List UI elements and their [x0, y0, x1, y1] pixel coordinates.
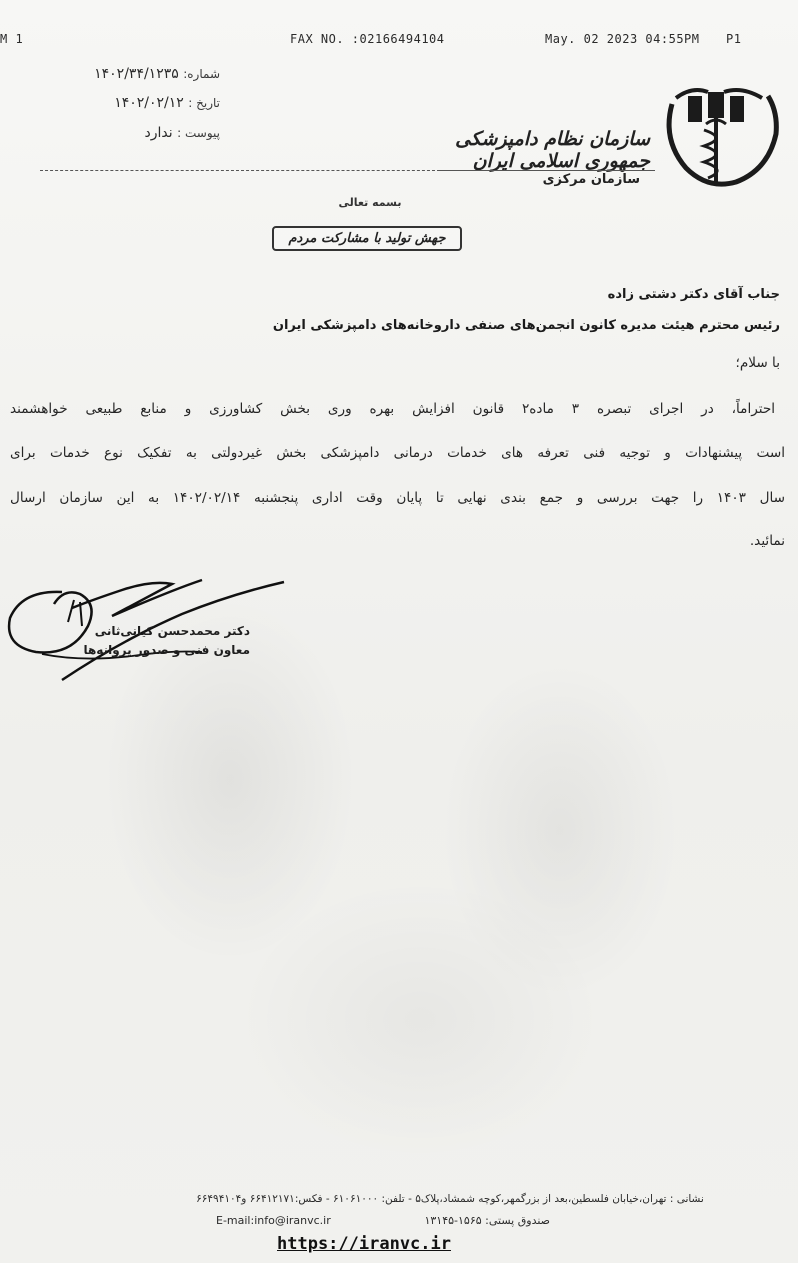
year-motto-stamp: جهش تولید با مشارکت مردم: [272, 226, 462, 251]
letter-number-row: [40, 66, 220, 82]
body-line-2: است پیشنهادات و توجیه فنی تعرفه های خدمات درمانی دامپزشکی بخش غیردولتی به تفکیک نوع خدمات برای: [10, 445, 785, 461]
footer-email: E-mail:info@iranvc.ir: [216, 1214, 331, 1227]
letter-date-label: تاریخ :: [188, 96, 220, 110]
letter-number-value: ۱۴۰۲/۳۴/۱۲۳۵: [94, 66, 179, 82]
signatory-title: معاون فنی و صدور پروانه‌ها: [83, 643, 250, 657]
header-divider-right: [440, 170, 655, 171]
footer-postal-box: صندوق پستی: ۱۵۶۵-۱۳۱۴۵: [424, 1214, 550, 1227]
letter-date-row: [40, 95, 220, 111]
fax-date-time: May. 02 2023 04:55PM: [545, 32, 700, 46]
letter-date-value: ۱۴۰۲/۰۲/۱۲: [114, 95, 184, 111]
recipient-title: رئیس محترم هیئت مدیره کانون انجمن‌های صنفی داروخانه‌های دامپزشکی ایران: [272, 318, 780, 333]
org-logo: [652, 82, 782, 194]
footer-website-link[interactable]: https://iranvc.ir: [277, 1234, 451, 1254]
fax-number: FAX NO. :02166494104: [290, 32, 445, 46]
letter-attachment-row: [60, 125, 220, 141]
letter-number-label: شماره:: [183, 67, 220, 81]
bismillah: بسمه تعالی: [338, 196, 402, 209]
letter-attachment-value: ندارد: [144, 125, 173, 141]
body-line-4: نمائید.: [749, 533, 785, 549]
fax-page: P1: [726, 32, 742, 46]
letter-attachment-label: پیوست :: [177, 126, 220, 140]
footer-address: نشانی : تهران،خیابان فلسطین،بعد از بزرگمهر،کوچه شمشاد،پلاک۵ - تلفن: ۶۱۰۶۱۰۰۰ - فکس:۶۶۴۱۲۱۷۱ و۶۶۴۹۴۱۰۴: [196, 1193, 704, 1205]
greeting: با سلام؛: [735, 355, 780, 371]
body-line-1: احتراماً، در اجرای تبصره ۳ ماده۲ قانون افزایش بهره وری بخش کشاورزی و منابع طبیعی خواهشمند: [10, 401, 775, 417]
org-name: سازمان نظام دامپزشکی جمهوری اسلامی ایران: [455, 128, 650, 172]
caduceus-emblem-icon: [652, 82, 782, 194]
recipient-name: جناب آقای دکتر دشتی زاده: [607, 287, 780, 302]
org-sub-name: سازمان مرکزی: [542, 172, 640, 187]
fax-left-marker: M 1: [0, 32, 24, 46]
header-divider-left: [40, 170, 440, 171]
body-line-3: سال ۱۴۰۳ را جهت بررسی و جمع بندی نهایی تا پایان وقت اداری پنجشنبه ۱۴۰۲/۰۲/۱۴ به این سازمان ارسال: [10, 490, 785, 506]
signatory-name: دکتر محمدحسن کیانی‌ثانی: [94, 624, 250, 638]
